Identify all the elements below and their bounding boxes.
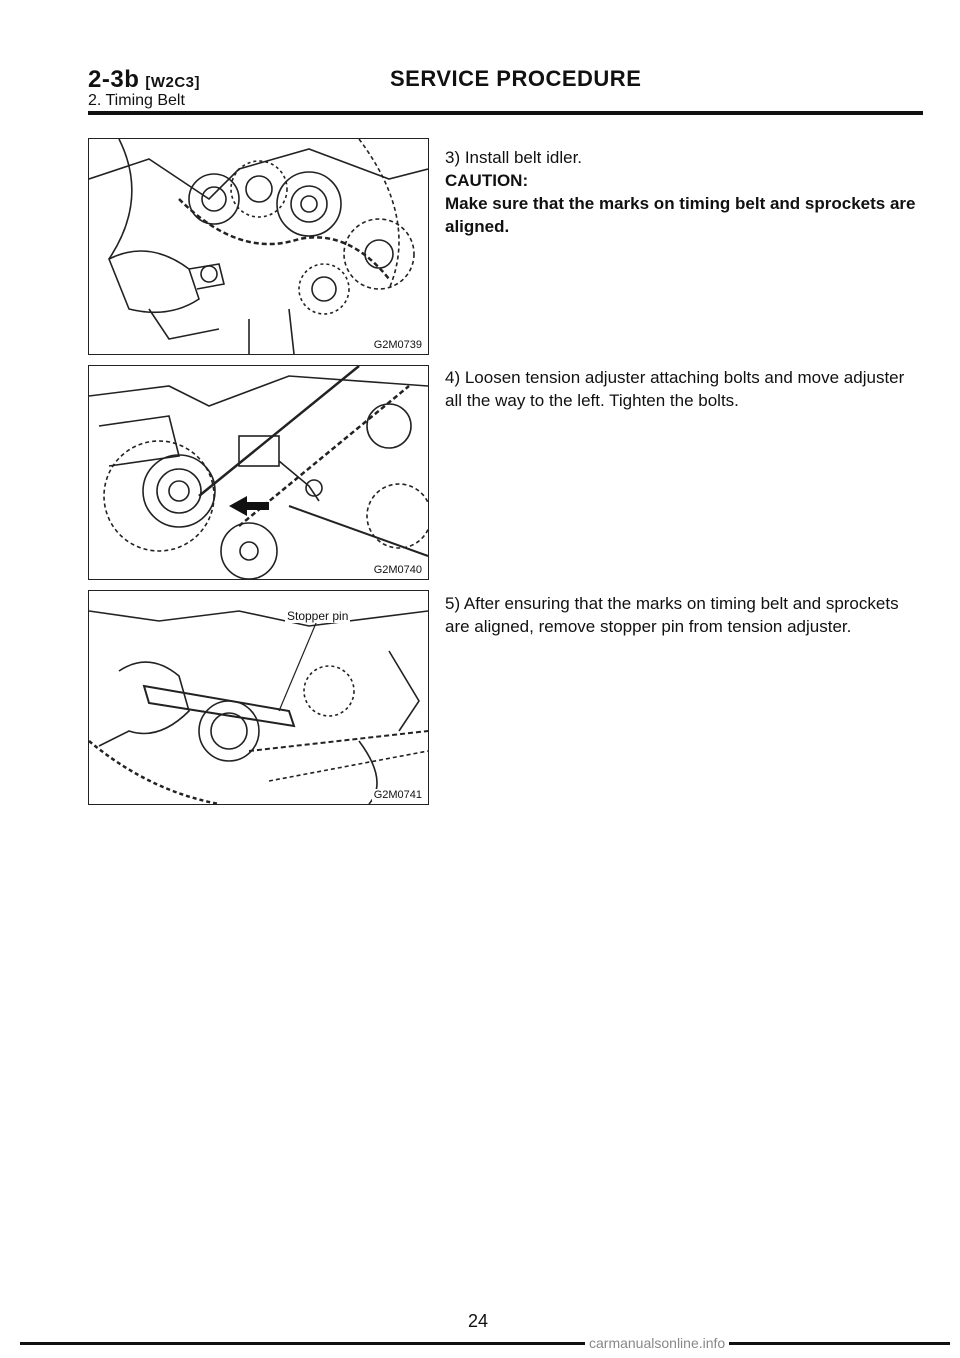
section-code: [W2C3] [145, 74, 201, 91]
page-number: 24 [468, 1311, 489, 1331]
figure-code: G2M0739 [373, 339, 422, 351]
header-divider [88, 111, 923, 115]
watermark: carmanualsonline.info [585, 1335, 729, 1351]
step-text: 3) Install belt idler. [445, 148, 583, 167]
page-title: SERVICE PROCEDURE [390, 66, 642, 91]
illustration-stopper-pin [89, 591, 428, 804]
subsection-title: 2. Timing Belt [88, 92, 185, 109]
illustration-adjuster [89, 366, 428, 579]
caution-label: CAUTION: [445, 171, 529, 190]
step-5 [445, 592, 925, 638]
step-3 [445, 146, 925, 238]
step-text: 5) After ensuring that the marks on timing belt and sprockets are aligned, remove stopper pin from tension adjuster. [445, 594, 899, 636]
figure-code: G2M0740 [373, 564, 422, 576]
illustration-idler [89, 139, 428, 354]
step-text: 4) Loosen tension adjuster attaching bolts and move adjuster all the way to the left. Tighten the bolts. [445, 368, 905, 410]
section-id: 2-3b [88, 66, 140, 93]
step-4 [445, 366, 925, 412]
caution-text: Make sure that the marks on timing belt and sprockets are aligned. [445, 194, 916, 236]
figure-tension-adjuster [88, 365, 429, 580]
figure-install-idler [88, 138, 429, 355]
figure-code: G2M0741 [373, 789, 422, 801]
footer-divider [20, 1342, 950, 1345]
figure-stopper-pin [88, 590, 429, 805]
section-number [88, 66, 200, 94]
figure-callout: Stopper pin [287, 609, 349, 623]
